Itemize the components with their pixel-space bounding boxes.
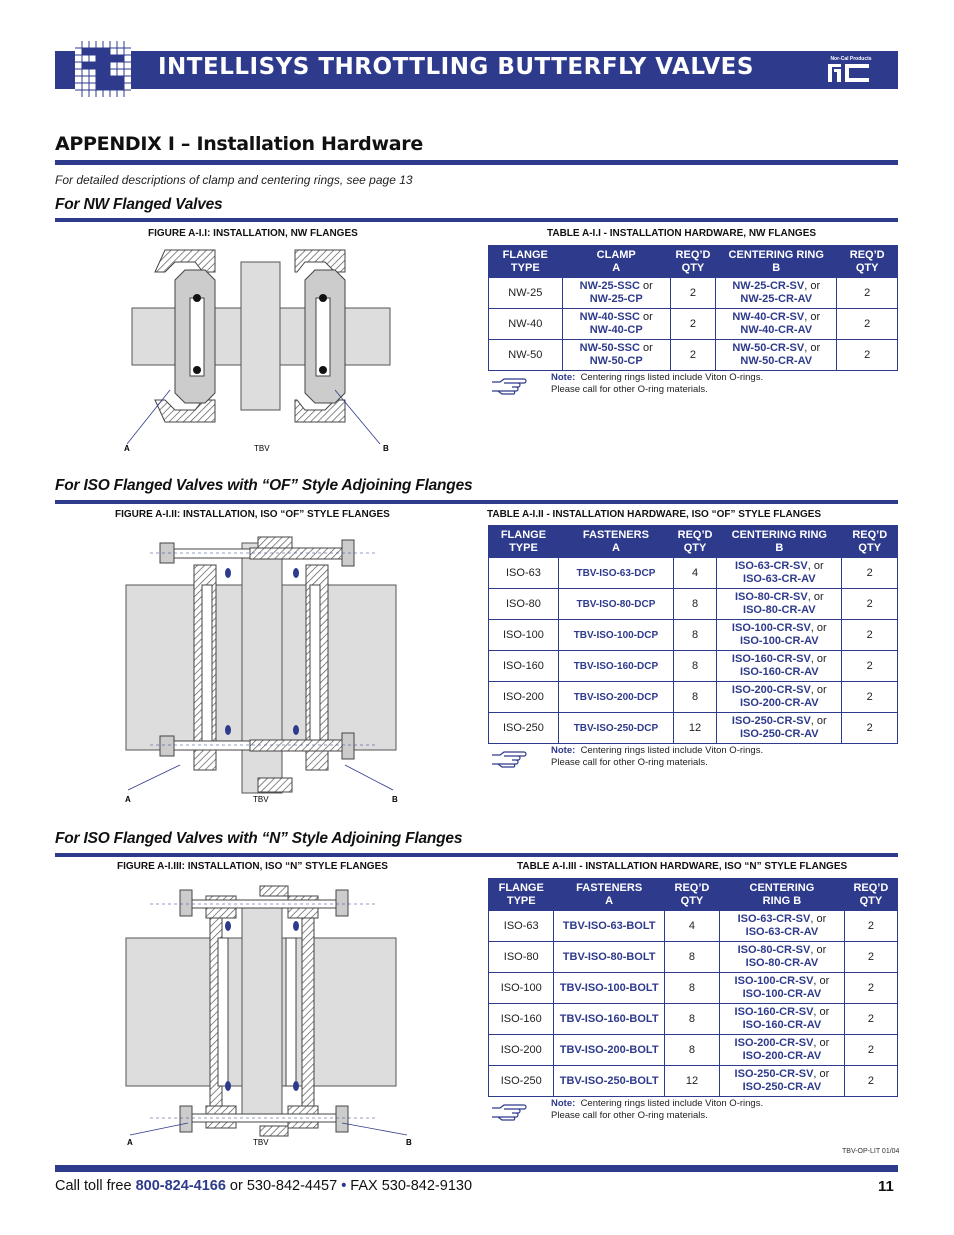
part-number: NW-25-CR-SV [732, 280, 805, 292]
callout-b: B [392, 795, 398, 804]
qty: 2 [837, 278, 898, 309]
qty: 8 [664, 973, 719, 1004]
clamp-part [562, 309, 670, 340]
qty: 8 [673, 651, 716, 682]
col-header: FLANGE TYPE [489, 526, 559, 558]
col-header: REQ’D QTY [837, 246, 898, 278]
part-number: ISO-200-CR-SV [734, 1037, 814, 1049]
clamp-part [562, 340, 670, 371]
flange-type: ISO-250 [489, 1066, 554, 1097]
qty: 8 [664, 1004, 719, 1035]
part-number: ISO-80-CR-SV [737, 944, 811, 956]
table-caption: TABLE A-I.I - INSTALLATION HARDWARE, NW FLANGES [547, 228, 817, 239]
flange-type: ISO-200 [489, 1035, 554, 1066]
iso-of-hardware-table [488, 525, 898, 744]
page-number: 11 [878, 1178, 894, 1195]
table-header-row [489, 526, 898, 558]
table-row [489, 340, 898, 371]
part-number: ISO-63-CR-SV [737, 913, 811, 925]
ring-part [716, 278, 837, 309]
or-text: , or [804, 280, 821, 292]
pointing-hand-icon [490, 1102, 530, 1122]
nor-cal-logo-icon [825, 54, 877, 86]
toll-free-phone[interactable]: 800-824-4166 [135, 1178, 226, 1194]
fastener-part: TBV-ISO-63-DCP [558, 558, 673, 589]
or-text: or [643, 311, 653, 323]
note-label: Note: [551, 372, 576, 383]
or-text: , or [807, 560, 824, 572]
part-number: NW-50-CR-SV [732, 342, 805, 354]
fastener-part: TBV-ISO-80-BOLT [554, 942, 664, 973]
qty: 8 [673, 682, 716, 713]
section-heading-iso-of: For ISO Flanged Valves with “OF” Style Adjoining Flanges [55, 477, 473, 494]
ring-part [716, 309, 837, 340]
note-text: Note: Centering rings listed include Viton O-rings. Please call for other O-ring materials. [551, 745, 764, 768]
part-number: ISO-80-CR-SV [734, 591, 808, 603]
part-number: ISO-63-CR-SV [734, 560, 808, 572]
callout-b: B [383, 444, 389, 453]
footer-bar [55, 1165, 898, 1172]
description-text: For detailed descriptions of clamp and centering rings, see page 13 [55, 173, 413, 187]
col-header: CLAMP A [562, 246, 670, 278]
part-number: NW-50-CR-AV [740, 355, 813, 367]
col-header: CENTERING RING B [720, 879, 845, 911]
or-text: , or [810, 944, 827, 956]
col-header: CENTERING RING B [717, 526, 842, 558]
callout-tbv: TBV [253, 795, 269, 804]
qty: 2 [842, 589, 898, 620]
ring-part [717, 682, 842, 713]
qty: 8 [664, 942, 719, 973]
fastener-part: TBV-ISO-80-DCP [558, 589, 673, 620]
table-header-row [489, 246, 898, 278]
fastener-part: TBV-ISO-63-BOLT [554, 911, 664, 942]
part-number: ISO-160-CR-AV [739, 666, 819, 678]
or-text: , or [804, 342, 821, 354]
note-text: Note: Centering rings listed include Viton O-rings. Please call for other O-ring materials. [551, 372, 764, 395]
qty: 2 [837, 309, 898, 340]
qty: 2 [844, 942, 897, 973]
part-number: ISO-200-CR-AV [742, 1050, 822, 1062]
flange-type: ISO-200 [489, 682, 559, 713]
fastener-part: TBV-ISO-160-DCP [558, 651, 673, 682]
iso-n-flange-diagram [110, 878, 420, 1148]
table-row [489, 278, 898, 309]
part-number: NW-40-CR-SV [732, 311, 805, 323]
col-header: FLANGE TYPE [489, 879, 554, 911]
flange-type: ISO-63 [489, 558, 559, 589]
qty: 4 [673, 558, 716, 589]
or-text: or [643, 342, 653, 354]
page-header-title: INTELLISYS THROTTLING BUTTERFLY VALVES [158, 54, 754, 80]
or-text: , or [807, 591, 824, 603]
col-header: CENTERING RING B [716, 246, 837, 278]
fastener-part: TBV-ISO-250-BOLT [554, 1066, 664, 1097]
col-header: REQ’D QTY [844, 879, 897, 911]
section-rule [55, 853, 898, 857]
document-code: TBV-OP-LIT 01/04 [842, 1148, 900, 1155]
qty: 4 [664, 911, 719, 942]
part-number: ISO-250-CR-SV [734, 1068, 814, 1080]
ring-part [717, 620, 842, 651]
figure-caption: FIGURE A-I.II: INSTALLATION, ISO “OF” STYLE FLANGES [115, 509, 390, 520]
qty: 2 [670, 309, 715, 340]
ring-part [717, 713, 842, 744]
fastener-part: TBV-ISO-160-BOLT [554, 1004, 664, 1035]
part-number: ISO-100-CR-AV [739, 635, 819, 647]
part-number: ISO-160-CR-SV [734, 1006, 814, 1018]
table-row [489, 589, 898, 620]
part-number: NW-40-SSC [579, 311, 640, 323]
callout-a: A [124, 444, 130, 453]
qty: 2 [844, 911, 897, 942]
part-number: ISO-160-CR-AV [742, 1019, 822, 1031]
qty: 8 [673, 589, 716, 620]
qty: 2 [842, 713, 898, 744]
clamp-part [562, 278, 670, 309]
section-heading-nw: For NW Flanged Valves [55, 196, 223, 213]
table-row [489, 942, 898, 973]
part-number: NW-25-CR-AV [740, 293, 813, 305]
flange-type: NW-50 [489, 340, 563, 371]
section-rule [55, 500, 898, 504]
bullet: • [341, 1178, 347, 1194]
table-caption: TABLE A-I.III - INSTALLATION HARDWARE, ISO “N” STYLE FLANGES [517, 861, 848, 872]
note-label: Note: [551, 1098, 576, 1109]
col-header: FASTENERS A [554, 879, 664, 911]
or-text: , or [810, 684, 827, 696]
flange-type: ISO-63 [489, 911, 554, 942]
table-row [489, 1066, 898, 1097]
qty: 2 [842, 682, 898, 713]
or-text: , or [804, 311, 821, 323]
iso-of-flange-diagram [110, 525, 420, 810]
qty: 2 [844, 1066, 897, 1097]
part-number: ISO-200-CR-SV [731, 684, 811, 696]
qty: 2 [670, 278, 715, 309]
part-number: NW-25-SSC [579, 280, 640, 292]
table-row [489, 651, 898, 682]
ring-part [716, 340, 837, 371]
qty: 12 [664, 1066, 719, 1097]
or-text: , or [810, 622, 827, 634]
pointing-hand-icon [490, 749, 530, 769]
figure-caption: FIGURE A-I.III: INSTALLATION, ISO “N” STYLE FLANGES [117, 861, 388, 872]
qty: 8 [673, 620, 716, 651]
pointing-hand-icon [490, 376, 530, 396]
flange-type: ISO-250 [489, 713, 559, 744]
part-number: ISO-80-CR-AV [743, 604, 816, 616]
ring-part [717, 589, 842, 620]
flange-type: ISO-100 [489, 973, 554, 1004]
callout-a: A [125, 795, 131, 804]
or-text: , or [810, 653, 827, 665]
qty: 2 [842, 558, 898, 589]
table-row [489, 911, 898, 942]
part-number: ISO-200-CR-AV [739, 697, 819, 709]
flange-type: NW-40 [489, 309, 563, 340]
footer-contact: Call toll free 800-824-4166 or 530-842-4457 • FAX 530-842-9130 [55, 1178, 473, 1194]
qty: 2 [842, 620, 898, 651]
fastener-part: TBV-ISO-200-DCP [558, 682, 673, 713]
part-number: ISO-100-CR-SV [731, 622, 811, 634]
part-number: ISO-80-CR-AV [745, 957, 819, 969]
ring-part [720, 1066, 845, 1097]
table-row [489, 620, 898, 651]
part-number: NW-50-CP [589, 355, 643, 367]
flange-type: ISO-80 [489, 942, 554, 973]
qty: 2 [670, 340, 715, 371]
part-number: ISO-100-CR-AV [742, 988, 822, 1000]
col-header: FLANGE TYPE [489, 246, 563, 278]
qty: 2 [837, 340, 898, 371]
part-number: ISO-250-CR-SV [731, 715, 811, 727]
qty: 2 [842, 651, 898, 682]
part-number: ISO-250-CR-AV [742, 1081, 822, 1093]
intellisys-logo-icon [75, 41, 131, 97]
table-row [489, 558, 898, 589]
part-number: NW-40-CR-AV [740, 324, 813, 336]
flange-type: ISO-100 [489, 620, 559, 651]
or-text: , or [813, 1068, 830, 1080]
qty: 8 [664, 1035, 719, 1066]
section-rule [55, 218, 898, 222]
col-header: REQ’D QTY [842, 526, 898, 558]
or-text: , or [813, 975, 830, 987]
ring-part [717, 558, 842, 589]
nw-flange-diagram [110, 240, 410, 460]
col-header: REQ’D QTY [673, 526, 716, 558]
callout-tbv: TBV [253, 1138, 269, 1147]
part-number: ISO-63-CR-AV [743, 573, 816, 585]
ring-part [720, 1035, 845, 1066]
fastener-part: TBV-ISO-100-BOLT [554, 973, 664, 1004]
callout-b: B [406, 1138, 412, 1147]
flange-type: ISO-160 [489, 1004, 554, 1035]
fastener-part: TBV-ISO-250-DCP [558, 713, 673, 744]
or-text: , or [813, 1006, 830, 1018]
qty: 2 [844, 973, 897, 1004]
qty: 2 [844, 1004, 897, 1035]
part-number: NW-50-SSC [579, 342, 640, 354]
ring-part [717, 651, 842, 682]
figure-caption: FIGURE A-I.I: INSTALLATION, NW FLANGES [148, 228, 358, 239]
part-number: NW-40-CP [589, 324, 643, 336]
col-header: REQ’D QTY [670, 246, 715, 278]
qty: 2 [844, 1035, 897, 1066]
ring-part [720, 1004, 845, 1035]
appendix-title: APPENDIX I – Installation Hardware [55, 133, 423, 155]
table-row [489, 1004, 898, 1035]
table-row [489, 713, 898, 744]
callout-a: A [127, 1138, 133, 1147]
table-row [489, 973, 898, 1004]
col-header: REQ’D QTY [664, 879, 719, 911]
fastener-part: TBV-ISO-100-DCP [558, 620, 673, 651]
flange-type: ISO-80 [489, 589, 559, 620]
flange-type: NW-25 [489, 278, 563, 309]
table-header-row [489, 879, 898, 911]
nor-cal-logo-caption: Nor-Cal Products [830, 56, 872, 62]
qty: 12 [673, 713, 716, 744]
ring-part [720, 911, 845, 942]
or-text: , or [810, 913, 827, 925]
ring-part [720, 973, 845, 1004]
nw-hardware-table [488, 245, 898, 371]
or-text: , or [810, 715, 827, 727]
part-number: ISO-250-CR-AV [739, 728, 819, 740]
callout-tbv: TBV [254, 444, 270, 453]
section-heading-iso-n: For ISO Flanged Valves with “N” Style Adjoining Flanges [55, 830, 463, 847]
appendix-rule [55, 160, 898, 165]
table-row [489, 309, 898, 340]
part-number: NW-25-CP [589, 293, 643, 305]
fastener-part: TBV-ISO-200-BOLT [554, 1035, 664, 1066]
flange-type: ISO-160 [489, 651, 559, 682]
table-row [489, 682, 898, 713]
part-number: ISO-160-CR-SV [731, 653, 811, 665]
part-number: ISO-63-CR-AV [745, 926, 819, 938]
ring-part [720, 942, 845, 973]
table-caption: TABLE A-I.II - INSTALLATION HARDWARE, ISO “OF” STYLE FLANGES [487, 509, 822, 520]
iso-n-hardware-table [488, 878, 898, 1097]
table-row [489, 1035, 898, 1066]
or-text: , or [813, 1037, 830, 1049]
col-header: FASTENERS A [558, 526, 673, 558]
note-label: Note: [551, 745, 576, 756]
or-text: or [643, 280, 653, 292]
note-text: Note: Centering rings listed include Viton O-rings. Please call for other O-ring materials. [551, 1098, 764, 1121]
part-number: ISO-100-CR-SV [734, 975, 814, 987]
